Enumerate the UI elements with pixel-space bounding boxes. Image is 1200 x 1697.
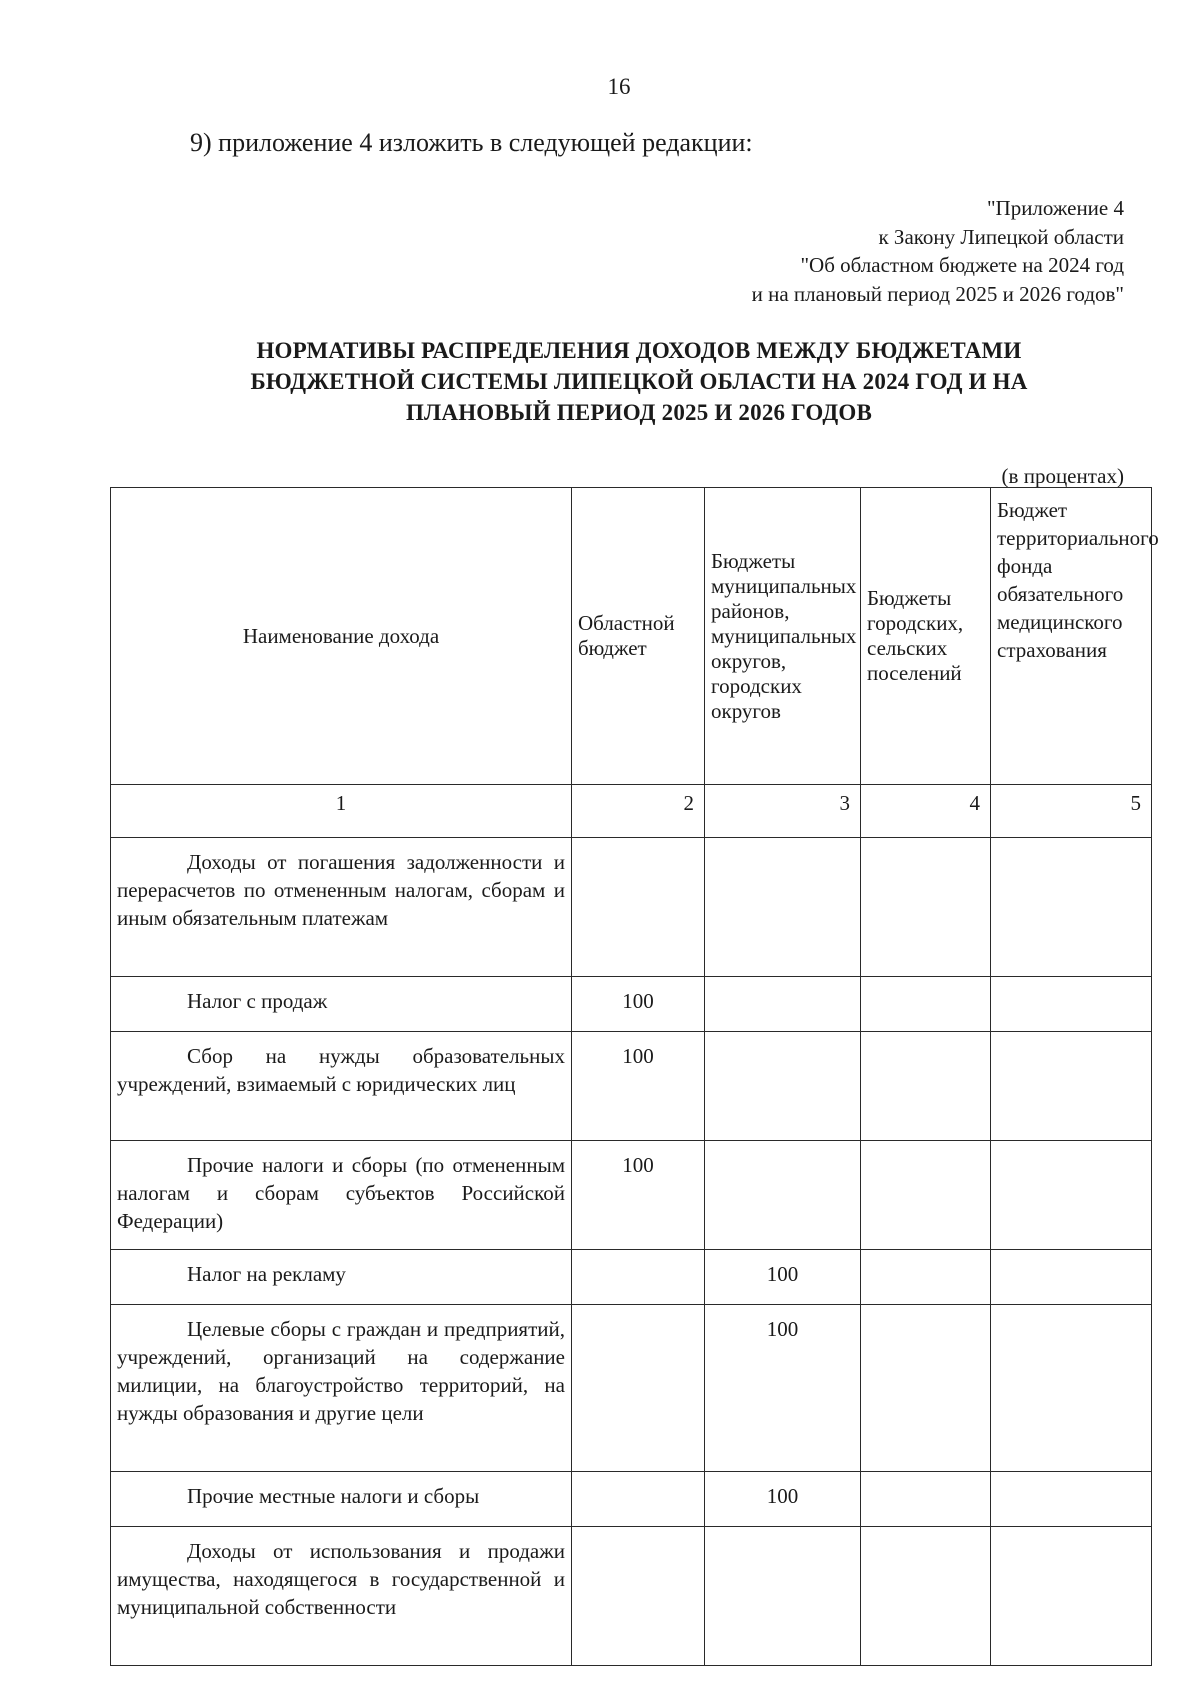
regional-value: 100 [572, 1032, 705, 1141]
table-row [111, 838, 1152, 977]
medical-fund-value [991, 977, 1152, 1032]
settlement-value [861, 977, 991, 1032]
column-number: 5 [991, 785, 1152, 838]
column-number-row [111, 785, 1152, 838]
appendix-line: "Приложение 4 [986, 196, 1124, 220]
header-regional-budget: Областной бюджет [578, 611, 675, 660]
income-name: Прочие налоги и сборы (по отмененным налогам и сборам субъектов Российской Федерации) [111, 1141, 572, 1250]
table-row [111, 1141, 1152, 1250]
column-number: 2 [572, 785, 705, 838]
appendix-line: и на плановый период 2025 и 2026 годов" [751, 281, 1124, 306]
table-row [111, 1032, 1152, 1141]
column-number: 3 [705, 785, 861, 838]
municipal-value [705, 1141, 861, 1250]
header-municipal-budgets: Бюджеты муниципальных районов, муниципальных округов, городских округов [711, 548, 857, 723]
medical-fund-value [991, 1527, 1152, 1666]
header-cell [861, 488, 991, 785]
appendix-reference [752, 194, 1124, 308]
settlement-value [861, 1472, 991, 1527]
table-row [111, 977, 1152, 1032]
regional-value [572, 1250, 705, 1305]
settlement-value [861, 838, 991, 977]
table-header-row [111, 488, 1152, 785]
appendix-line: "Об областном бюджете на 2024 год [800, 253, 1124, 277]
regional-value: 100 [572, 1141, 705, 1250]
settlement-value [861, 1305, 991, 1472]
medical-fund-value [991, 1141, 1152, 1250]
income-name: Доходы от погашения задолженности и перерасчетов по отмененным налогам, сборам и иным обязательным платежам [111, 838, 572, 977]
header-cell [572, 488, 705, 785]
medical-fund-value [991, 1032, 1152, 1141]
header-cell [991, 488, 1159, 785]
table-row [111, 1305, 1152, 1472]
column-number: 1 [111, 785, 572, 838]
settlement-value [861, 1141, 991, 1250]
municipal-value [705, 1032, 861, 1141]
header-settlement-budgets: Бюджеты городских, сельских поселений [867, 586, 964, 685]
medical-fund-value [991, 1250, 1152, 1305]
medical-fund-value [991, 838, 1152, 977]
medical-fund-value [991, 1472, 1152, 1527]
appendix-line: к Закону Липецкой области [878, 224, 1124, 249]
page-number: 16 [607, 74, 631, 99]
header-medical-fund: Бюджет территориального фонда обязательного медицинского страхования [997, 498, 1159, 662]
header-cell [705, 488, 861, 785]
income-name: Налог на рекламу [111, 1250, 572, 1305]
title-line: БЮДЖЕТНОЙ СИСТЕМЫ ЛИПЕЦКОЙ ОБЛАСТИ НА 2024 ГОД И НА [250, 369, 1028, 394]
regional-value [572, 1305, 705, 1472]
income-name: Доходы от использования и продажи имущества, находящегося в государственной и муниципальной собственности [111, 1527, 572, 1666]
header-cell [111, 488, 572, 785]
income-name: Целевые сборы с граждан и предприятий, учреждений, организаций на содержание милиции, на благоустройство территорий, на нужды образования и другие цели [111, 1305, 572, 1472]
title-line: НОРМАТИВЫ РАСПРЕДЕЛЕНИЯ ДОХОДОВ МЕЖДУ БЮДЖЕТАМИ [256, 338, 1022, 363]
regional-value [572, 1472, 705, 1527]
medical-fund-value [991, 1305, 1152, 1472]
income-name: Сбор на нужды образовательных учреждений, взимаемый с юридических лиц [111, 1032, 572, 1141]
title-line: ПЛАНОВЫЙ ПЕРИОД 2025 И 2026 ГОДОВ [405, 400, 873, 425]
table-row [111, 1250, 1152, 1305]
regional-value [572, 1527, 705, 1666]
header-income-name: Наименование дохода [242, 623, 440, 648]
municipal-value [705, 838, 861, 977]
column-number: 4 [861, 785, 991, 838]
revenue-distribution-table [110, 487, 1159, 1666]
municipal-value: 100 [705, 1250, 861, 1305]
document-title [160, 335, 1118, 428]
regional-value [572, 838, 705, 977]
settlement-value [861, 1250, 991, 1305]
amendment-intro: 9) приложение 4 изложить в следующей редакции: [190, 128, 753, 157]
municipal-value: 100 [705, 1472, 861, 1527]
income-name: Прочие местные налоги и сборы [111, 1472, 572, 1527]
income-name: Налог с продаж [111, 977, 572, 1032]
settlement-value [861, 1032, 991, 1141]
unit-label: (в процентах) [1001, 464, 1124, 488]
table-row [111, 1472, 1152, 1527]
settlement-value [861, 1527, 991, 1666]
municipal-value [705, 977, 861, 1032]
regional-value: 100 [572, 977, 705, 1032]
table-row [111, 1527, 1152, 1666]
municipal-value: 100 [705, 1305, 861, 1472]
municipal-value [705, 1527, 861, 1666]
